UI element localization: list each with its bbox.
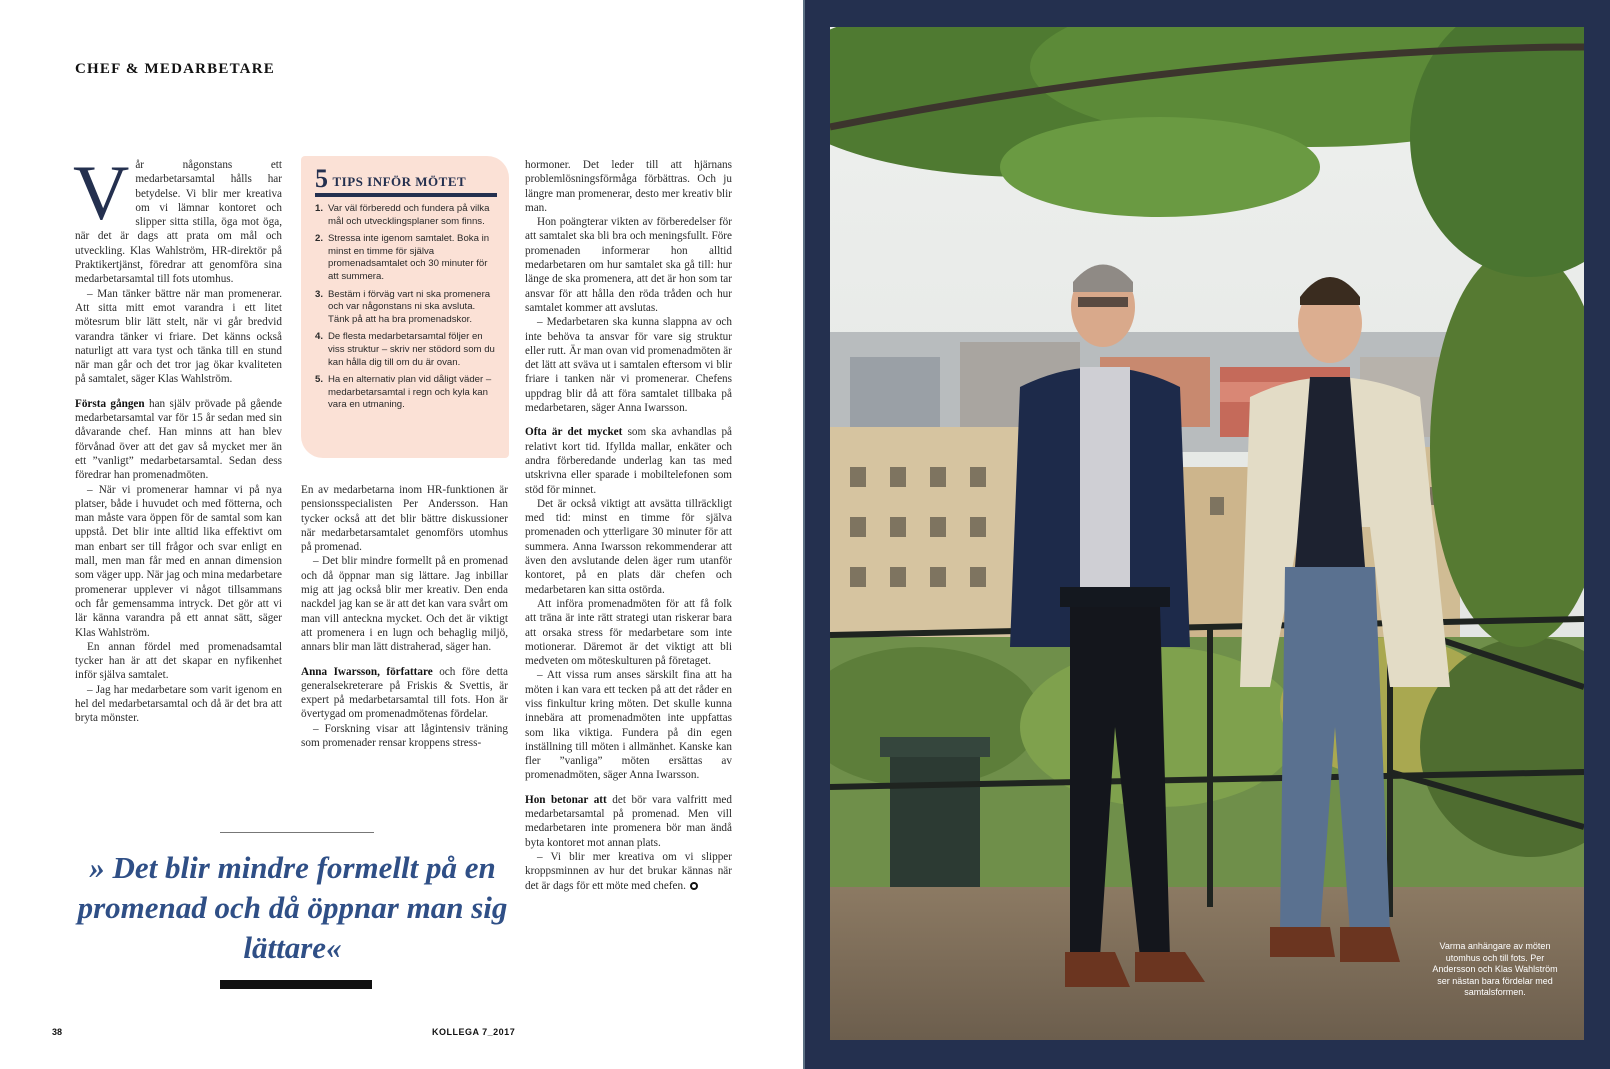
pullquote-rule-bottom	[220, 980, 372, 989]
tips-list	[315, 203, 497, 412]
end-mark-icon	[690, 882, 698, 890]
body-paragraph: Anna Iwarsson, författare och före detta generalsekreterare på Friskis & Svettis, är expert på medarbetarsamtal till fots. Hon är övertygad om promenadmötenas fördelar.	[301, 665, 509, 721]
tips-number: 5	[315, 164, 329, 193]
body-paragraph: Det är också viktigt att avsätta tillräckligt med tid: minst en timme för själva promenaden och ytterligare 30 minuter för att summera. Anna Iwarsson rekommenderar att även den avslutande delen äger rum utanför kontoret, på en plats där chefen och medarbetaren kan sitta ostörda.	[525, 497, 732, 596]
body-paragraph: – Att vissa rum anses särskilt fina att ha möten i kan vara ett tecken på att det råder en viss finkultur kring möten. Det skulle kunna innebära att promenadmöten inte uppfattas som lika viktiga. Fundera på din egen inställning till möten i allmänhet. Kanske kan fler ”vanliga” möten ersättas av promenadmöten, säger Anna Iwarsson.	[525, 669, 732, 782]
body-paragraph: Att införa promenadmöten för att få folk att träna är inte rätt strategi utan riskerar bara att orsaka stress för medarbetare som inte motionerar. Däremot är det viktigt att bli medveten om möteskulturen på företaget.	[525, 597, 732, 668]
page-number: 38	[52, 1027, 63, 1037]
tip-item: 4. De flesta medarbetarsamtal följer en viss struktur – skriv ner stödord som du kan hålla dig till om du är ovan.	[315, 331, 495, 368]
tip-item: 2. Stressa inte igenom samtalet. Boka in minst en timme för själva promenadsamtalet och 30 minuter för att summera.	[315, 233, 490, 282]
pullquote: » Det blir mindre formellt på en promenad och då öppnar man sig lättare«	[77, 850, 508, 965]
body-paragraph: Hon poängterar vikten av förberedelser för att samtalet ska bli bra och meningsfullt. Före promenaden informerar hon alltid medarbetaren om hur samtalet ska gå till: hur länge de ska promenera, att det är hon som tar ansvar för att hålla den röda tråden och hur samtalet kommer att avslutas.	[525, 216, 732, 314]
pullquote-rule-top	[220, 832, 374, 833]
body-column-2	[301, 483, 508, 750]
body-paragraph: – Det blir mindre formellt på en promenad och då öppnar man sig lättare. Jag inbillar mig att jag också blir mer kreativ. Den enda nackdel jag kan se är att det kan vara svårt om man vill anteckna mycket. Och det är viktigt att promenera i en lugn och behaglig miljö, annars blir man lätt distraherad, säger han.	[301, 555, 508, 654]
body-paragraph: Första gången han själv prövade på gående medarbetarsamtal var för 15 år sedan med sin dåvarande chef. Han minns att han blev förvånad över att det gav så mycket mer än ett ”vanligt” medarbetarsamtal. Sedan dess föredrar han promenadmöten.	[75, 397, 282, 482]
tips-heading: TIPS INFÖR MÖTET	[332, 174, 467, 189]
photo-caption: Varma anhängare av möten utomhus och till fots. Per Andersson och Klas Wahlström ser nästan bara fördelar med samtalsformen.	[1432, 941, 1558, 997]
body-column-1	[73, 149, 282, 726]
tip-item: 3. Bestäm i förväg vart ni ska promenera och var någonstans ni ska avsluta. Tänk på att ha bra promenadskor.	[315, 288, 491, 325]
tips-box	[301, 156, 509, 458]
intro-paragraph: Vår någonstans ett medarbetarsamtal hålls har betydelse. Vi blir mer kreativa om vi lämnar kontoret och slipper sitta stilla, öga mot öga, när det är dags att prata om mål och utveckling. Klas Wahlström, HR-direktör på Praktikertjänst, föredrar att genomföra sina medarbetarsamtal till fots utomhus.	[73, 149, 282, 286]
body-paragraph: Hon betonar att det bör vara valfritt med medarbetarsamtal på promenad. Men vill medarbetaren inte promenera bör man ändå byta kontoret mot annan plats.	[525, 793, 732, 849]
magazine-issue: KOLLEGA 7_2017	[432, 1027, 516, 1037]
body-column-3	[525, 158, 732, 893]
tip-item: 1. Var väl förberedd och fundera på vilka mål och utvecklingsplaner som finns.	[315, 203, 490, 227]
body-paragraph: – Man tänker bättre när man promenerar. Att sitta mitt emot varandra i ett litet mötesrum blir lätt stelt, när vi går bredvid varandra tänker vi friare. Det känns också naturligt att vara tyst och tänka till en stund när man går och det tror jag ökar kvaliteten på samtalet, säger Klas Wahlström.	[75, 287, 282, 386]
body-paragraph: – Medarbetaren ska kunna slappna av och inte behöva ta ansvar för vare sig struktur eller rutt. Är man ovan vid promenadmöten är det lätt att sväva ut i samtalen eftersom vi blir friare i tanken när vi promenerar. Chefens uppdrag blir då att föra samtalet tillbaka på medarbetaren, säger Anna Iwarsson.	[525, 316, 732, 415]
drop-cap: V	[73, 149, 130, 236]
body-paragraph: – Jag har medarbetare som varit igenom en hel del medarbetarsamtal och då är det bra att bryta mönster.	[75, 683, 282, 725]
body-paragraph: – Vi blir mer kreativa om vi slipper kroppsminnen av hur det brukar kännas när det är dags för ett möte med chefen.	[525, 850, 732, 892]
portrait-photo	[830, 27, 1584, 1040]
tips-title	[315, 164, 497, 197]
body-paragraph: – Forskning visar att lågintensiv träning som promenader rensar kroppens stress-	[301, 722, 508, 750]
body-paragraph: – När vi promenerar hamnar vi på nya platser, både i huvudet och med fötterna, och man måste vara öppen för de samtal som kan uppstå. Det blir inte alltid lika effektivt om man enbart ser till frågor och svar enligt en mall, men man får med en annan dimension som väger upp. När jag och mina medarbetare promenerar upplever vi något tillsammans och får gemensamma intryck. Det gör att vi lär känna varandra på ett annat sätt, säger Klas Wahlström.	[75, 483, 282, 639]
tip-item: 5. Ha en alternativ plan vid dåligt väder – medarbetarsamtal i regn och kyla kan vara en utmaning.	[315, 374, 492, 411]
photo-illustration	[830, 27, 1584, 1040]
body-paragraph: hormoner. Det leder till att hjärnans problemlösningsförmåga förbättras. Och ju längre man promenerar, desto mer kreativ blir man.	[525, 159, 732, 214]
body-paragraph: Ofta är det mycket som ska avhandlas på relativt kort tid. Ifyllda mallar, enkäter och andra förberedande underlag kan tas med utskrivna eller sparade i mobiltelefonen som stöd för minnet.	[525, 426, 733, 496]
body-paragraph: En annan fördel med promenadsamtal tycker han är att det skapar en nyfikenhet inför själva samtalet.	[75, 640, 282, 682]
section-label: CHEF & MEDARBETARE	[75, 61, 275, 77]
body-paragraph: En av medarbetarna inom HR-funktionen är pensionsspecialisten Per Andersson. Han tycker också att det blir bättre diskussioner när medarbetarsamtalet genomförs utomhus på promenad.	[301, 484, 508, 554]
